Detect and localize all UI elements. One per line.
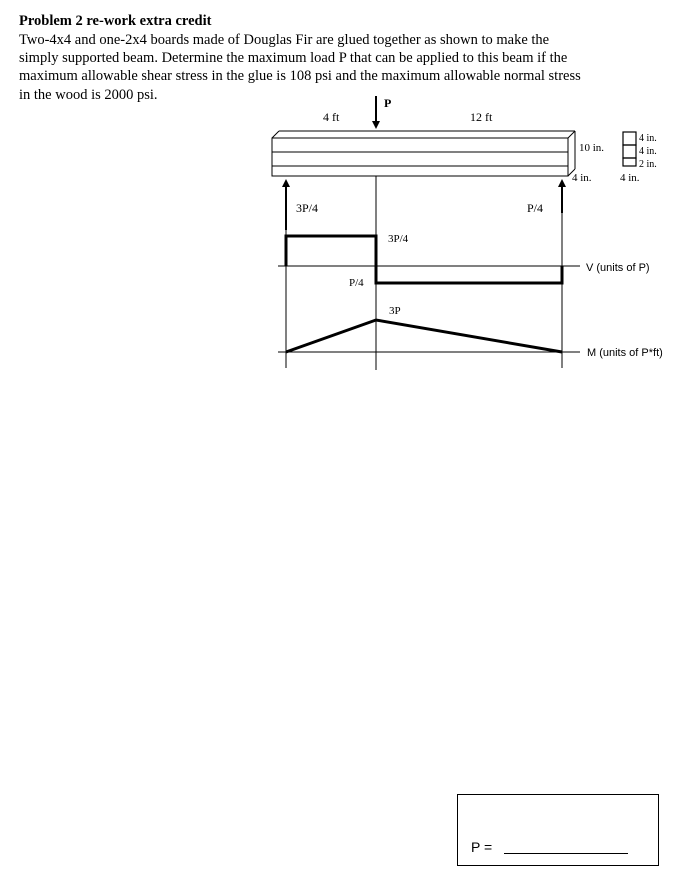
reaction-right-label: P/4 [527, 201, 544, 215]
shear-negative-label: P/4 [349, 277, 364, 289]
section-label: 4 in. [639, 146, 657, 157]
section-label: 2 in. [639, 159, 657, 170]
section-label: 4 in. [639, 133, 657, 144]
moment-axis-label: M (units of P*ft) [587, 347, 663, 359]
reaction-left-label: 3P/4 [296, 201, 319, 215]
beam-width-label: 4 in. [572, 172, 592, 184]
cross-section [623, 132, 636, 166]
guide-lines [286, 176, 562, 370]
span-right-label: 12 ft [470, 110, 493, 124]
statement-line: Two-4x4 and one-2x4 boards made of Douglas Fir are glued together as shown to make the [19, 32, 550, 48]
shear-curve [286, 236, 562, 283]
section-width-label: 4 in. [620, 172, 640, 184]
answer-label: P = [471, 839, 493, 855]
problem-title: Problem 2 re-work extra credit [19, 13, 212, 29]
moment-curve [286, 320, 562, 352]
span-left-label: 4 ft [323, 110, 340, 124]
beam-height-label: 10 in. [579, 142, 605, 154]
load-label: P [384, 96, 392, 110]
answer-blank[interactable] [504, 853, 628, 854]
shear-positive-label: 3P/4 [388, 233, 409, 245]
shear-axis-label: V (units of P) [586, 262, 650, 274]
beam [272, 131, 575, 176]
statement-line: simply supported beam. Determine the maximum load P that can be applied to this beam if the [19, 50, 568, 67]
moment-max-label: 3P [389, 305, 401, 317]
answer-box [457, 794, 659, 866]
statement-line: maximum allowable shear stress in the glue is 108 psi and the maximum allowable normal stress [19, 68, 581, 85]
statement-line: in the wood is 2000 psi. [19, 86, 158, 103]
